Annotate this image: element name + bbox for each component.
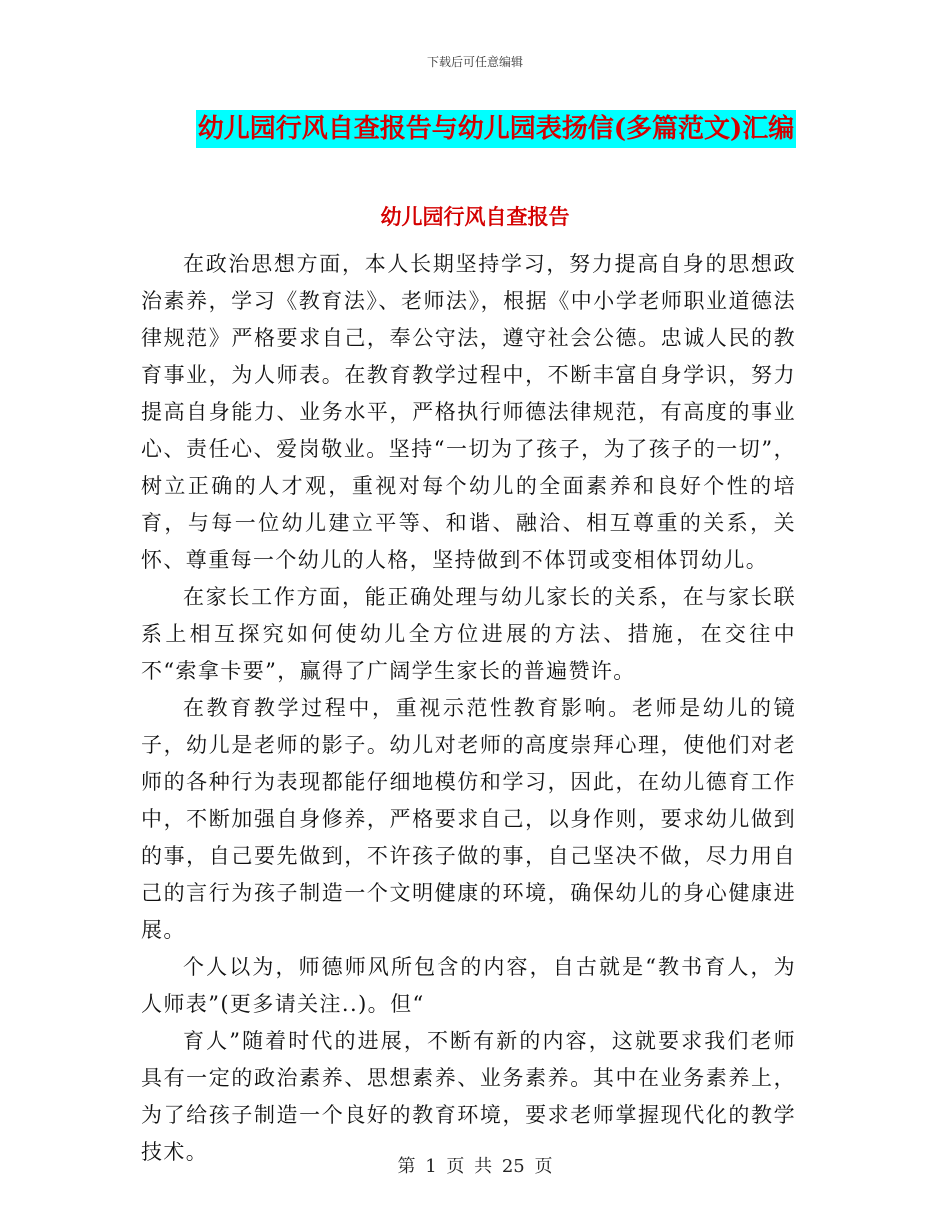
section-title: 幼儿园行风自查报告 (380, 204, 570, 229)
document-title-container (0, 110, 950, 148)
document-body (141, 246, 796, 1171)
body-paragraph: 在政治思想方面，本人长期坚持学习，努力提高自身的思想政治素养，学习《教育法》、老师法》，根据《中小学老师职业道德法律规范》严格要求自己，奉公守法，遵守社会公德。忠诚人民的教育事业，为人师表。在教育教学过程中，不断丰富自身学识，努力提高自身能力、业务水平，严格执行师德法律规范，有高度的事业心、责任心、爱岗敬业。坚持“一切为了孩子，为了孩子的一切”，树立正确的人才观，重视对每个幼儿的全面素养和良好个性的培育，与每一位幼儿建立平等、和谐、融洽、相互尊重的关系，关怀、尊重每一个幼儿的人格，坚持做到不体罚或变相体罚幼儿。 (141, 252, 796, 572)
page-header-note: 下载后可任意编辑 (426, 55, 523, 69)
body-paragraph: 育人”随着时代的进展，不断有新的内容，这就要求我们老师具有一定的政治素养、思想素养、业务素养。其中在业务素养上，为了给孩子制造一个良好的教育环境，要求老师掌握现代化的教学技术。 (141, 1029, 796, 1164)
document-title: 幼儿园行风自查报告与幼儿园表扬信(多篇范文)汇编 (196, 110, 797, 148)
body-paragraph: 个人以为，师德师风所包含的内容，自古就是“教书育人，为人师表”(更多请关注..)。但“ (141, 955, 796, 1016)
page-number-footer: 第 1 页 共 25 页 (397, 1156, 553, 1177)
body-paragraph: 在家长工作方面，能正确处理与幼儿家长的关系，在与家长联系上相互探究如何使幼儿全方位进展的方法、措施，在交往中不“索拿卡要”，赢得了广阔学生家长的普遍赞许。 (141, 585, 796, 683)
body-paragraph: 在教育教学过程中，重视示范性教育影响。老师是幼儿的镜子，幼儿是老师的影子。幼儿对老师的高度崇拜心理，使他们对老师的各种行为表现都能仔细地模仿和学习，因此，在幼儿德育工作中，不断加强自身修养，严格要求自己，以身作则，要求幼儿做到的事，自己要先做到，不许孩子做的事，自己坚决不做，尽力用自己的言行为孩子制造一个文明健康的环境，确保幼儿的身心健康进展。 (141, 696, 796, 942)
